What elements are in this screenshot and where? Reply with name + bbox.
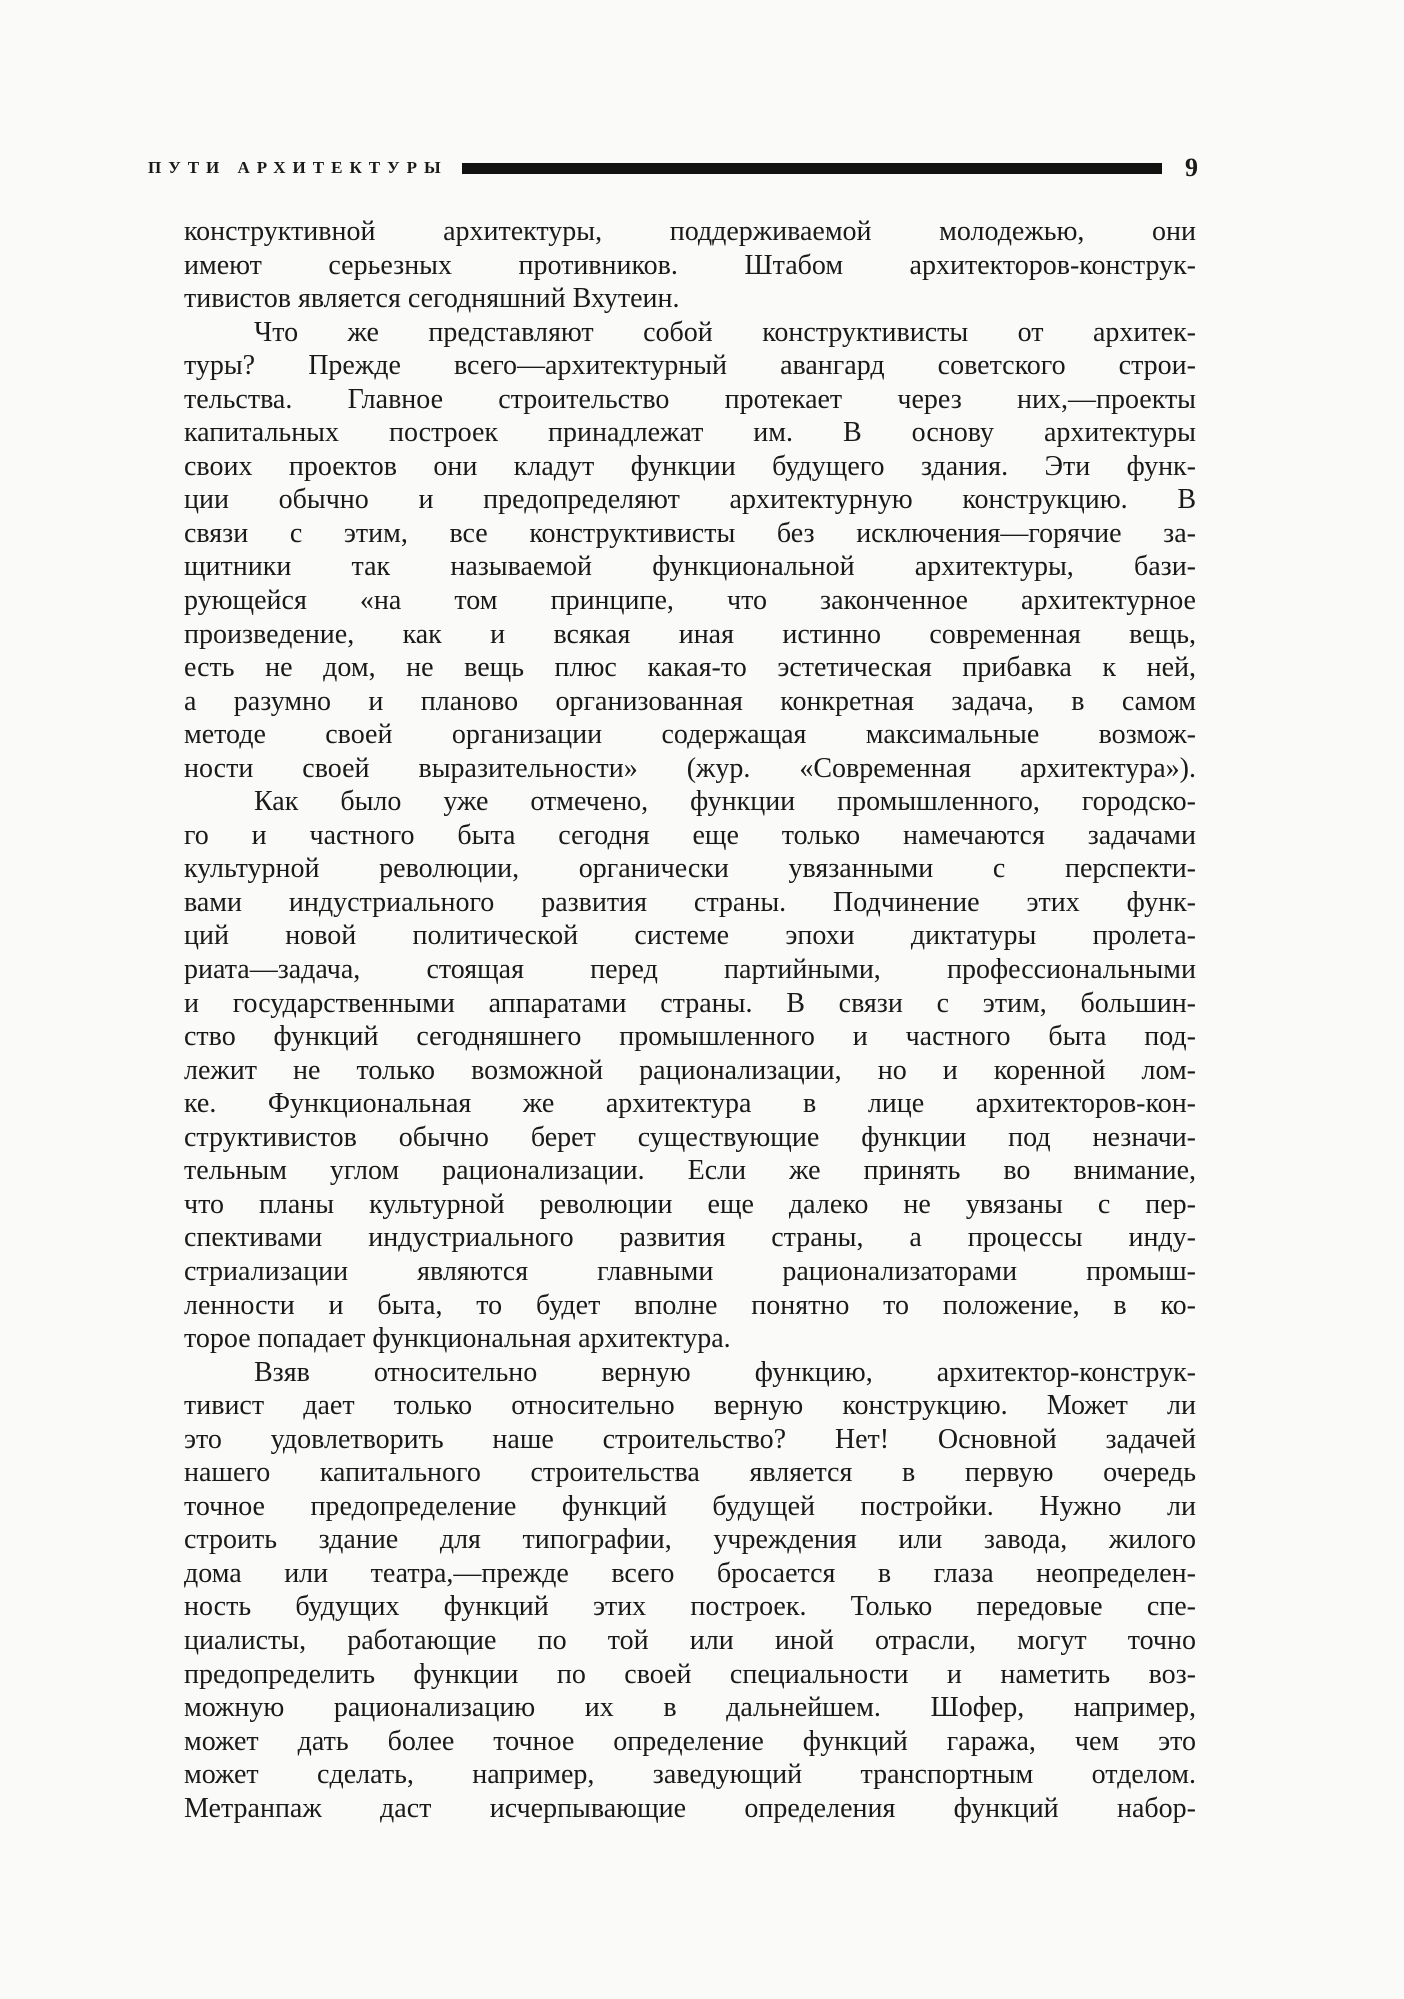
text-line: туры? Прежде всего—архитектурный авангард советского строи- bbox=[184, 350, 1196, 382]
text-line: своих проектов они кладут функции будущего здания. Эти функ- bbox=[184, 450, 1196, 482]
text-line: тивист дает только относительно верную конструкцию. Может ли bbox=[184, 1390, 1196, 1422]
text-line: что планы культурной революции еще далеко не увязаны с пер- bbox=[184, 1188, 1196, 1220]
text-line: произведение, как и всякая иная истинно современная вещь, bbox=[184, 618, 1196, 650]
text-line: конструктивной архитектуры, поддерживаемой молодежью, они bbox=[184, 216, 1196, 247]
text-line: может сделать, например, заведующий транспортным отделом. bbox=[184, 1759, 1196, 1791]
page-number: 9 bbox=[1185, 153, 1198, 182]
body-text bbox=[184, 215, 1196, 1825]
running-title: ПУТИ АРХИТЕКТУРЫ bbox=[148, 158, 448, 177]
text-line: культурной революции, органически увязанными с перспекти- bbox=[184, 853, 1196, 885]
text-line: имеют серьезных противников. Штабом архитекторов-конструк- bbox=[184, 249, 1196, 281]
text-line: рующейся «на том принципе, что законченное архитектурное bbox=[184, 585, 1196, 617]
text-line: го и частного быта сегодня еще только намечаются задачами bbox=[184, 819, 1196, 851]
text-line: Как было уже отмечено, функции промышленного, городско- bbox=[254, 786, 1196, 818]
text-line: структивистов обычно берет существующие функции под незначи- bbox=[184, 1121, 1196, 1153]
text-line: торое попадает функциональная архитектура. bbox=[184, 1323, 731, 1355]
text-line: строить здание для типографии, учреждения или завода, жилого bbox=[184, 1524, 1196, 1556]
text-line: можную рационализацию их в дальнейшем. Шофер, например, bbox=[184, 1692, 1196, 1724]
text-line: ство функций сегодняшнего промышленного и частного быта под- bbox=[184, 1021, 1196, 1053]
text-line: тивистов является сегодняшний Вхутеин. bbox=[184, 283, 680, 315]
text-line: ке. Функциональная же архитектура в лице архитекторов-кон- bbox=[184, 1088, 1196, 1120]
running-head bbox=[148, 150, 1198, 186]
text-line: тельным углом рационализации. Если же принять во внимание, bbox=[184, 1155, 1196, 1187]
text-line: тельства. Главное строительство протекает через них,—проекты bbox=[184, 383, 1196, 415]
text-line: связи с этим, все конструктивисты без исключения—горячие за- bbox=[184, 517, 1196, 549]
text-line: щитники так называемой функциональной архитектуры, бази- bbox=[184, 551, 1196, 583]
text-line: нашего капитального строительства является в первую очередь bbox=[184, 1457, 1196, 1489]
text-line: лежит не только возможной рационализации, но и коренной лом- bbox=[184, 1054, 1196, 1086]
text-line: капитальных построек принадлежат им. В основу архитектуры bbox=[184, 417, 1196, 449]
text-line: ленности и быта, то будет вполне понятно то положение, в ко- bbox=[184, 1289, 1196, 1321]
text-line: предопределить функции по своей специальности и наметить воз- bbox=[184, 1658, 1196, 1690]
text-line: есть не дом, не вещь плюс какая-то эстетическая прибавка к ней, bbox=[184, 652, 1196, 684]
text-line: риата—задача, стоящая перед партийными, профессиональными bbox=[184, 954, 1196, 986]
text-line: точное предопределение функций будущей постройки. Нужно ли bbox=[184, 1490, 1196, 1522]
text-line: циалисты, работающие по той или иной отрасли, могут точно bbox=[184, 1624, 1196, 1656]
text-line: ций новой политической системе эпохи диктатуры пролета- bbox=[184, 920, 1196, 952]
text-line: Взяв относительно верную функцию, архитектор-конструк- bbox=[254, 1356, 1196, 1388]
text-line: Что же представляют собой конструктивисты от архитек- bbox=[254, 316, 1196, 348]
text-line: ность будущих функций этих построек. Только передовые спе- bbox=[184, 1591, 1196, 1623]
text-line: вами индустриального развития страны. Подчинение этих функ- bbox=[184, 886, 1196, 918]
text-line: спективами индустриального развития страны, а процессы инду- bbox=[184, 1222, 1196, 1254]
text-line: ции обычно и предопределяют архитектурную конструкцию. В bbox=[184, 484, 1196, 516]
text-line: стриализации являются главными рационализаторами промыш- bbox=[184, 1255, 1196, 1287]
text-line: может дать более точное определение функций гаража, чем это bbox=[184, 1725, 1196, 1757]
text-line: ности своей выразительности» (жур. «Современная архитектура»). bbox=[184, 752, 1196, 784]
text-line: это удовлетворить наше строительство? Нет! Основной задачей bbox=[184, 1423, 1196, 1455]
header-rule bbox=[462, 163, 1162, 174]
text-line: методе своей организации содержащая максимальные возмож- bbox=[184, 719, 1196, 751]
text-line: а разумно и планово организованная конкретная задача, в самом bbox=[184, 685, 1196, 717]
text-line: и государственными аппаратами страны. В связи с этим, большин- bbox=[184, 987, 1196, 1019]
text-line: Метранпаж даст исчерпывающие определения функций набор- bbox=[184, 1792, 1196, 1824]
text-line: дома или театра,—прежде всего бросается в глаза неопределен- bbox=[184, 1557, 1196, 1589]
